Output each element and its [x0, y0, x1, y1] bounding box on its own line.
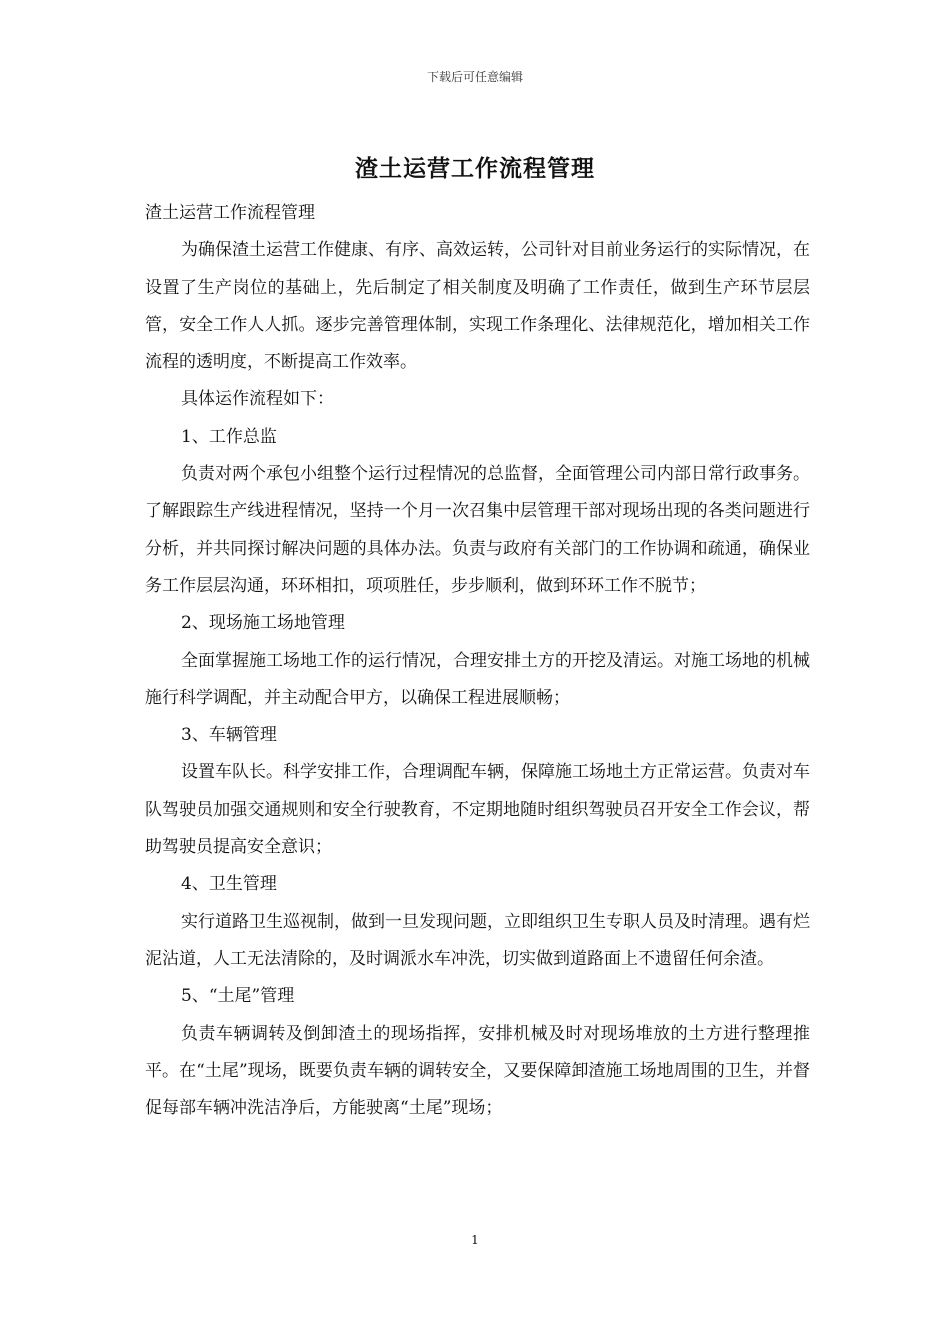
section-body-2: 全面掌握施工场地工作的运行情况，合理安排土方的开挖及清运。对施工场地的机械施行科学调配，并主动配合甲方，以确保工程进展顺畅；	[145, 650, 810, 708]
process-lead-paragraph: 具体运作流程如下：	[181, 389, 334, 410]
section-body-5: 负责车辆调转及倒卸渣土的现场指挥，安排机械及时对现场堆放的土方进行整理推平。在“土尾”现场，既要负责车辆的调转安全，又要保障卸渣施工场地周围的卫生，并督促每部车辆冲洗洁净后，方能驶离“土尾”现场；	[145, 1023, 810, 1119]
section-body-4: 实行道路卫生巡视制，做到一旦发现问题，立即组织卫生专职人员及时清理。遇有烂泥沾道，人工无法清除的，及时调派水车冲洗，切实做到道路面上不遗留任何余渣。	[145, 911, 810, 969]
section-body-3: 设置车队长。科学安排工作，合理调配车辆，保障施工场地土方正常运营。负责对车队驾驶员加强交通规则和安全行驶教育，不定期地随时组织驾驶员召开安全工作会议，帮助驾驶员提高安全意识；	[145, 762, 810, 858]
section-heading-1: 1、工作总监	[181, 426, 277, 447]
document-body	[145, 195, 810, 1127]
subtitle-paragraph: 渣土运营工作流程管理	[145, 203, 315, 223]
section-heading-4: 4、卫生管理	[181, 874, 277, 895]
section-heading-2: 2、现场施工场地管理	[181, 613, 345, 634]
page-title: 渣土运营工作流程管理	[355, 155, 595, 182]
section-body-1: 负责对两个承包小组整个运行过程情况的总监督，全面管理公司内部日常行政事务。了解跟踪生产线进程情况，坚持一个月一次召集中层管理干部对现场出现的各类问题进行分析，并共同探讨解决问题的具体办法。负责与政府有关部门的工作协调和疏通，确保业务工作层层沟通，环环相扣，项项胜任，步步顺利，做到环环工作不脱节；	[145, 464, 810, 596]
section-heading-3: 3、车辆管理	[181, 725, 277, 746]
header-note: 下载后可任意编辑	[426, 70, 523, 84]
page-number: 1	[471, 1233, 479, 1247]
section-heading-5: 5、“土尾”管理	[181, 986, 295, 1007]
intro-paragraph: 为确保渣土运营工作健康、有序、高效运转，公司针对目前业务运行的实际情况，在设置了生产岗位的基础上，先后制定了相关制度及明确了工作责任，做到生产环节层层管，安全工作人人抓。逐步完善管理体制，实现工作条理化、法律规范化，增加相关工作流程的透明度，不断提高工作效率。	[145, 240, 810, 373]
